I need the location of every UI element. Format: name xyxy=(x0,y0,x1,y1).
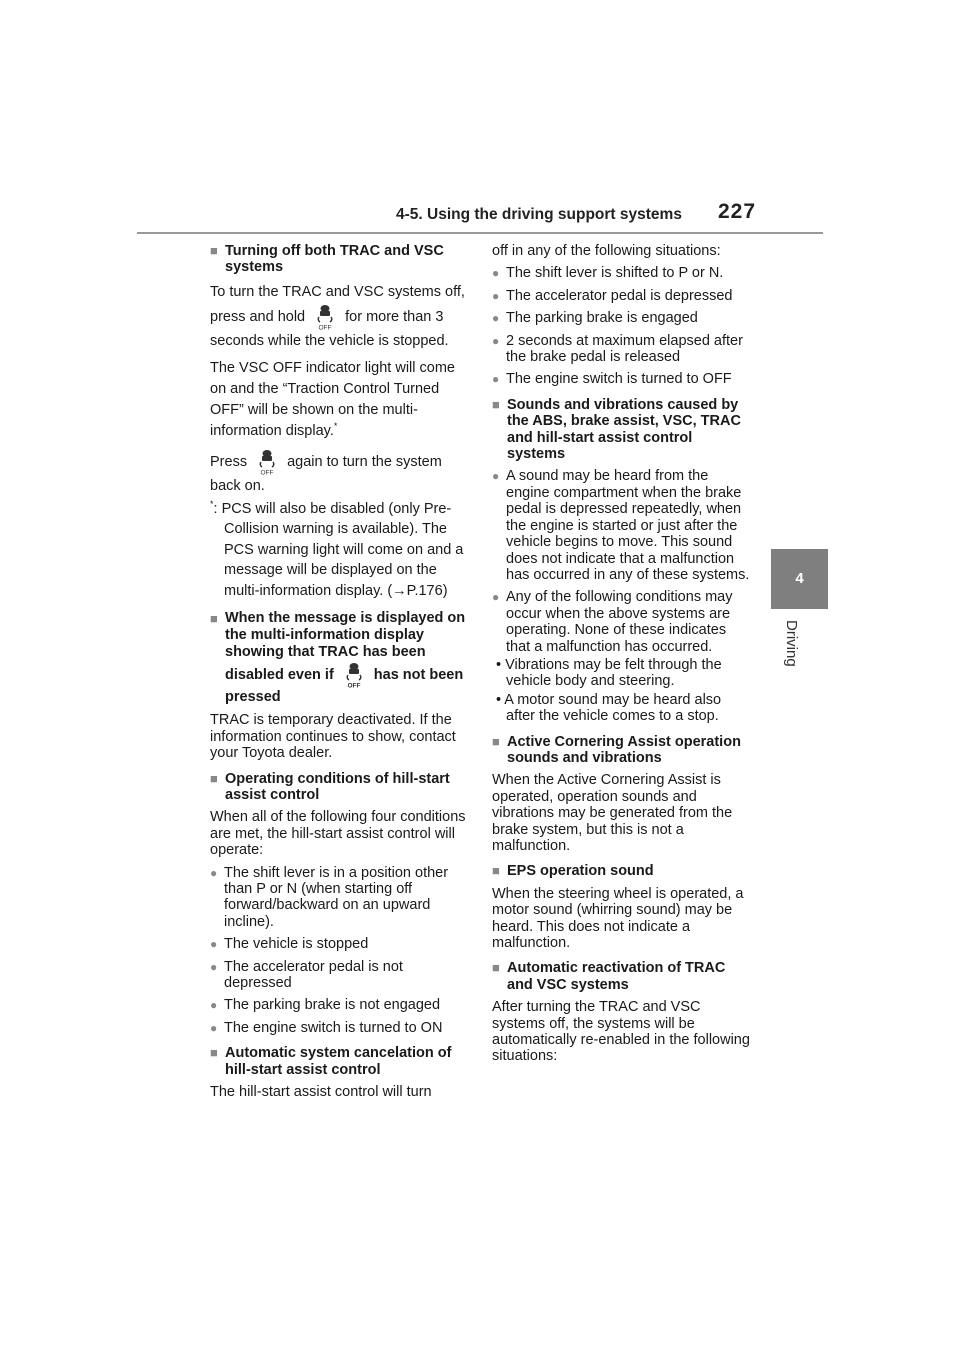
text: When the message is displayed on the multi-information display showing that TRAC has been disabled even if xyxy=(225,610,466,684)
paragraph-indicator xyxy=(210,358,470,442)
footnote-mark: * xyxy=(333,420,338,431)
paragraph-conditions-intro: When all of the following four conditions are met, the hill-start assist control will operate: xyxy=(210,809,466,859)
paragraph-active-cornering: When the Active Cornering Assist is operated, operation sounds and vibrations may be generated from the brake system, but this is not a malfunction. xyxy=(492,772,733,854)
list-item: ● A sound may be heard from the engine compartment when the brake pedal is depressed repeatedly, when the engine is started or just after the vehicle begins to move. This sound does not indicate that a malfunction has occurred in any of these systems. xyxy=(492,468,752,583)
heading-eps-sound: ■ EPS operation sound xyxy=(492,863,752,879)
list-item: ● The parking brake is engaged xyxy=(492,310,752,326)
list-item: ● The parking brake is not engaged xyxy=(210,997,470,1013)
list-item: ● The engine switch is turned to ON xyxy=(210,1020,470,1036)
vsc-off-icon xyxy=(340,661,368,689)
heading-operating-conditions: ■ Operating conditions of hill-start assist control xyxy=(210,771,470,804)
text: has not been pressed xyxy=(225,667,464,706)
header-divider xyxy=(137,232,823,234)
paragraph-turn-off xyxy=(210,282,470,352)
list-item: ● The engine switch is turned to OFF xyxy=(492,371,752,387)
sub-list-item: • A motor sound may be heard also after the vehicle comes to a stop. xyxy=(496,691,722,725)
list-item: ● The vehicle is stopped xyxy=(210,936,470,952)
text: Press xyxy=(210,453,248,470)
text: : PCS will also be disabled (only Pre-Collision warning is available). The PCS warning light will come on and a message will be displayed on the multi-information display. ( xyxy=(213,500,464,599)
page-number: 227 xyxy=(718,200,757,223)
text: for more than 3 seconds while the vehicle is stopped. xyxy=(210,308,449,349)
page-reference-link[interactable]: P.176 xyxy=(406,582,443,599)
chapter-tab: 4 xyxy=(771,549,828,609)
paragraph-press-again xyxy=(210,448,470,497)
paragraph-eps-sound: When the steering wheel is operated, a motor sound (whirring sound) may be heard. This does not indicate a malfunction. xyxy=(492,885,744,952)
heading-automatic-cancelation: ■ Automatic system cancelation of hill-start assist control xyxy=(210,1045,470,1078)
paragraph-cancel-intro: The hill-start assist control will turn xyxy=(210,1084,432,1101)
section-title: 4-5. Using the driving support systems xyxy=(396,206,682,223)
heading-automatic-reactivation: ■ Automatic reactivation of TRAC and VSC systems xyxy=(492,960,752,993)
list-item: ● 2 seconds at maximum elapsed after the brake pedal is released xyxy=(492,333,752,366)
text: To turn the TRAC and VSC systems off, press and hold xyxy=(210,283,465,325)
list-item: ● The accelerator pedal is not depressed xyxy=(210,959,470,992)
right-column xyxy=(492,243,752,1071)
arrow-icon: → xyxy=(392,582,407,599)
list-item: ● The accelerator pedal is depressed xyxy=(492,288,752,304)
paragraph-cancel-continued: off in any of the following situations: xyxy=(492,243,721,259)
paragraph-reactivation: After turning the TRAC and VSC systems off, the systems will be automatically re-enabled in the following situations: xyxy=(492,999,750,1065)
chapter-tab-label: Driving xyxy=(783,620,800,667)
vsc-off-icon xyxy=(311,303,339,331)
list-item: ● Any of the following conditions may occur when the above systems are operating. None of these indicates that a malfunction has occurred. xyxy=(492,589,752,655)
text: The VSC OFF indicator light will come on and the “Traction Control Turned OFF” will be shown on the multi-information display. xyxy=(210,359,455,439)
list-item: ● The shift lever is in a position other than P or N (when starting off forward/backward on an upward incline). xyxy=(210,865,470,931)
heading-active-cornering: ■ Active Cornering Assist operation sounds and vibrations xyxy=(492,734,752,767)
paragraph-trac-deactivated: TRAC is temporary deactivated. If the information continues to show, contact your Toyota dealer. xyxy=(210,712,456,762)
list-item: ● The shift lever is shifted to P or N. xyxy=(492,265,752,281)
text: again to turn the system back on. xyxy=(210,453,442,494)
sub-list-item: • Vibrations may be felt through the vehicle body and steering. xyxy=(496,656,722,690)
heading-message-displayed xyxy=(210,610,470,706)
footnote-mark: * xyxy=(210,498,214,509)
heading-sounds-vibrations: ■ Sounds and vibrations caused by the ABS, brake assist, VSC, TRAC and hill-start assist control systems xyxy=(492,397,752,463)
heading-turning-off: ■ Turning off both TRAC and VSC systems xyxy=(210,243,470,276)
text: ) xyxy=(442,582,448,599)
footnote xyxy=(210,499,470,602)
left-column xyxy=(210,243,470,1106)
vsc-off-icon xyxy=(253,448,281,476)
